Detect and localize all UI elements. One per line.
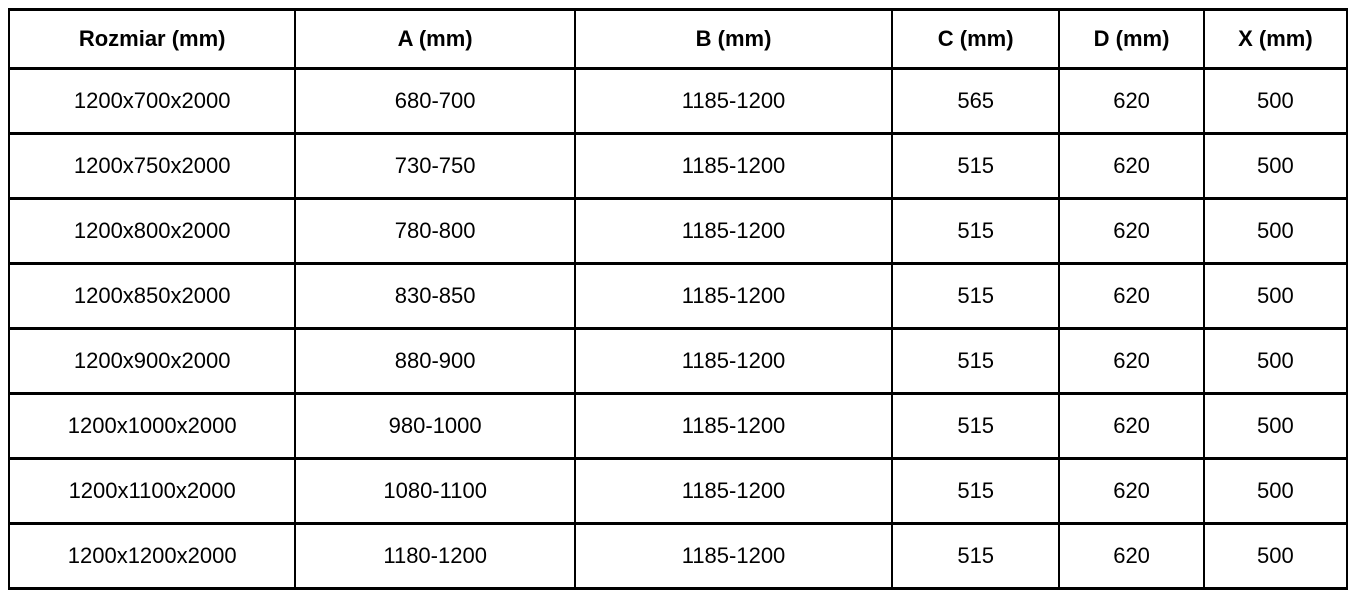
- cell-d: 620: [1059, 199, 1204, 264]
- cell-c: 515: [892, 459, 1059, 524]
- column-header-rozmiar: Rozmiar (mm): [9, 10, 295, 69]
- cell-a: 1180-1200: [295, 524, 575, 589]
- cell-a: 880-900: [295, 329, 575, 394]
- cell-a: 830-850: [295, 264, 575, 329]
- cell-c: 515: [892, 329, 1059, 394]
- table-row: [9, 134, 1347, 199]
- table-row: [9, 199, 1347, 264]
- cell-d: 620: [1059, 134, 1204, 199]
- column-header-a: A (mm): [295, 10, 575, 69]
- table-row: [9, 264, 1347, 329]
- cell-x: 500: [1204, 199, 1347, 264]
- cell-d: 620: [1059, 459, 1204, 524]
- cell-b: 1185-1200: [575, 264, 892, 329]
- table-row: [9, 69, 1347, 134]
- table-row: [9, 524, 1347, 589]
- cell-a: 680-700: [295, 69, 575, 134]
- cell-a: 780-800: [295, 199, 575, 264]
- cell-a: 1080-1100: [295, 459, 575, 524]
- cell-d: 620: [1059, 264, 1204, 329]
- cell-b: 1185-1200: [575, 69, 892, 134]
- cell-b: 1185-1200: [575, 394, 892, 459]
- table-row: [9, 459, 1347, 524]
- column-header-c: C (mm): [892, 10, 1059, 69]
- cell-c: 515: [892, 394, 1059, 459]
- header-row: [9, 10, 1347, 69]
- cell-b: 1185-1200: [575, 329, 892, 394]
- cell-a: 980-1000: [295, 394, 575, 459]
- cell-x: 500: [1204, 459, 1347, 524]
- cell-rozmiar: 1200x700x2000: [9, 69, 295, 134]
- cell-c: 515: [892, 199, 1059, 264]
- cell-rozmiar: 1200x750x2000: [9, 134, 295, 199]
- cell-rozmiar: 1200x800x2000: [9, 199, 295, 264]
- cell-rozmiar: 1200x850x2000: [9, 264, 295, 329]
- cell-c: 565: [892, 69, 1059, 134]
- column-header-d: D (mm): [1059, 10, 1204, 69]
- cell-x: 500: [1204, 524, 1347, 589]
- cell-x: 500: [1204, 394, 1347, 459]
- table-row: [9, 329, 1347, 394]
- size-spec-table: [8, 8, 1348, 590]
- cell-rozmiar: 1200x1200x2000: [9, 524, 295, 589]
- cell-b: 1185-1200: [575, 524, 892, 589]
- cell-x: 500: [1204, 69, 1347, 134]
- cell-a: 730-750: [295, 134, 575, 199]
- cell-d: 620: [1059, 524, 1204, 589]
- cell-rozmiar: 1200x1000x2000: [9, 394, 295, 459]
- cell-c: 515: [892, 134, 1059, 199]
- cell-x: 500: [1204, 329, 1347, 394]
- cell-b: 1185-1200: [575, 199, 892, 264]
- cell-d: 620: [1059, 394, 1204, 459]
- column-header-x: X (mm): [1204, 10, 1347, 69]
- cell-b: 1185-1200: [575, 134, 892, 199]
- column-header-b: B (mm): [575, 10, 892, 69]
- cell-d: 620: [1059, 329, 1204, 394]
- cell-d: 620: [1059, 69, 1204, 134]
- table-row: [9, 394, 1347, 459]
- table-body: [9, 69, 1347, 589]
- cell-x: 500: [1204, 264, 1347, 329]
- cell-c: 515: [892, 524, 1059, 589]
- cell-c: 515: [892, 264, 1059, 329]
- cell-x: 500: [1204, 134, 1347, 199]
- cell-rozmiar: 1200x900x2000: [9, 329, 295, 394]
- cell-rozmiar: 1200x1100x2000: [9, 459, 295, 524]
- cell-b: 1185-1200: [575, 459, 892, 524]
